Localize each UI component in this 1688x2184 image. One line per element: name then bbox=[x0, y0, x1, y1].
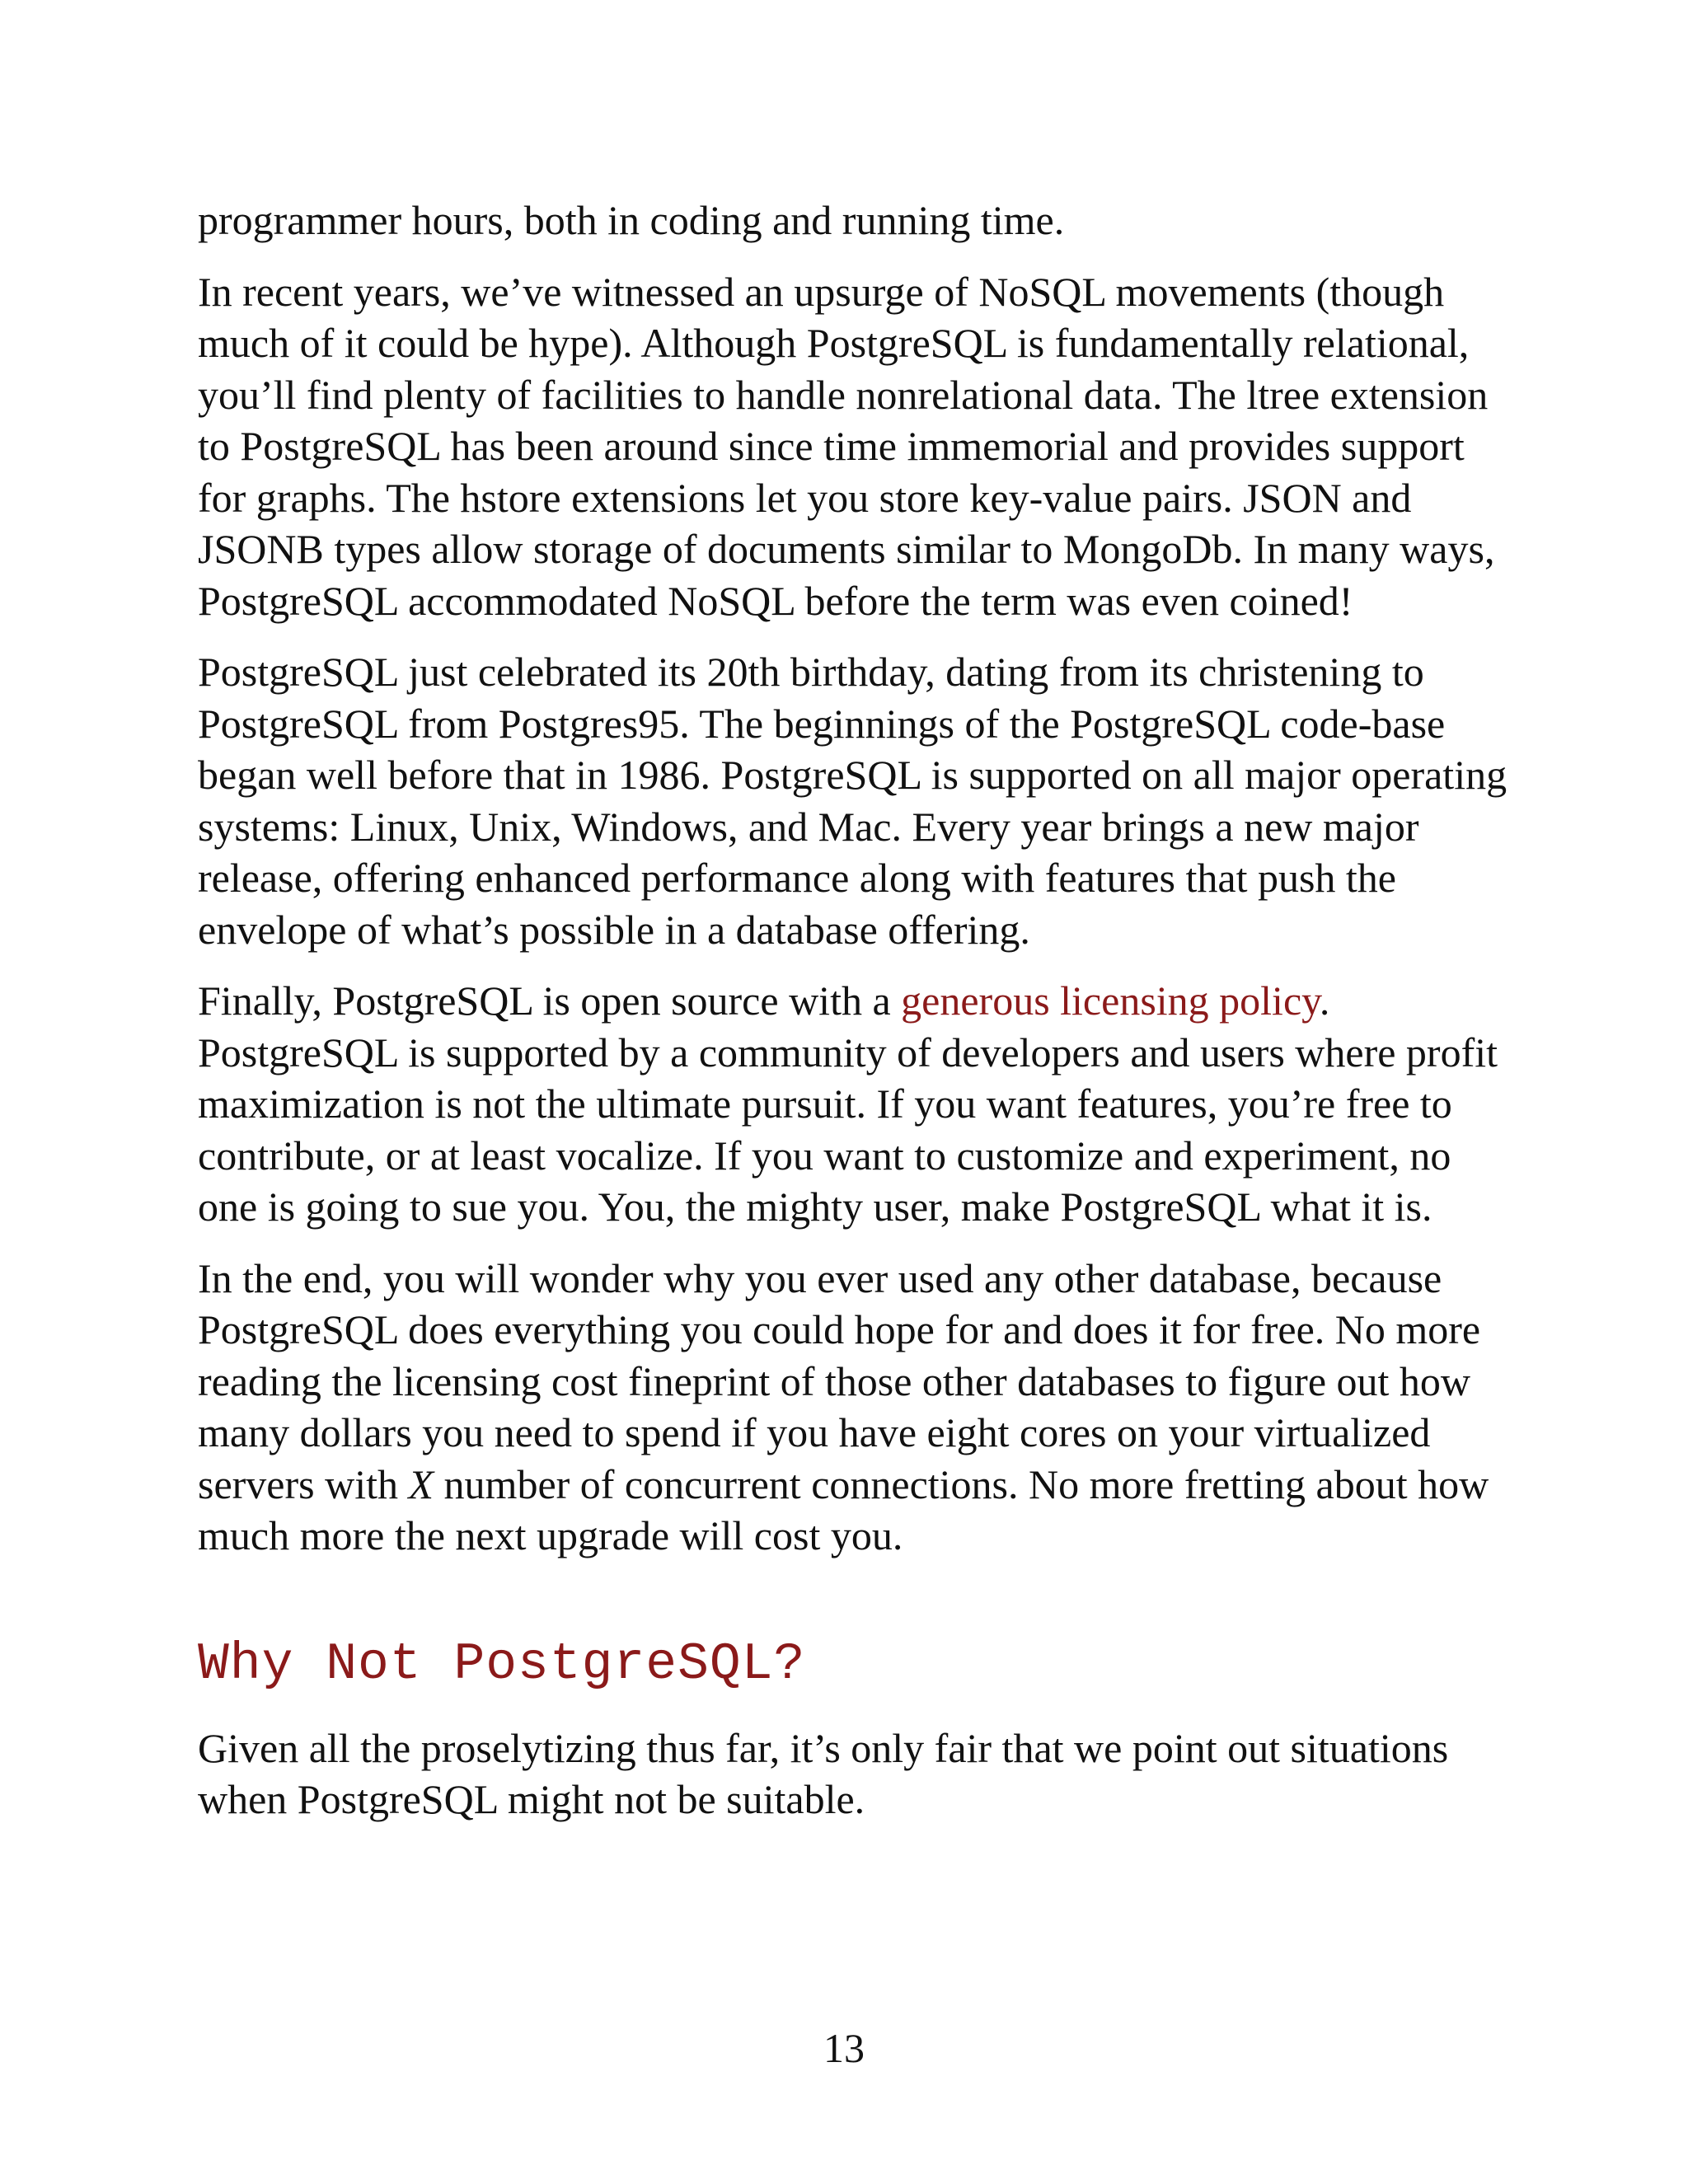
paragraph-continuation: programmer hours, both in coding and running time. bbox=[198, 197, 1065, 243]
page-content bbox=[198, 194, 1517, 1845]
paragraph-open-source bbox=[198, 975, 1517, 1233]
section-heading: Why Not PostgreSQL? bbox=[198, 1634, 806, 1694]
paragraph-conclusion bbox=[198, 1253, 1517, 1562]
paragraph-conclusion-lead: In the end, you will wonder why you ever used any other database, because PostgreSQL does everything you could hope for and does it for free. No more reading the licensing cost fineprint of those other databases to figure out how many dollars you need to spend if you have eight cores on your virtualized servers with bbox=[198, 1254, 1481, 1507]
paragraph-history: PostgreSQL just celebrated its 20th birthday, dating from its christening to PostgreSQL from Postgres95. The beginnings of the PostgreSQL code-base began well before that in 1986. PostgreSQL is supported on all major operating systems: Linux, Unix, Windows, and Mac. Every year brings a new major release, offering enhanced performance along with features that push the envelope of what’s possible in a database offering. bbox=[198, 649, 1507, 953]
paragraph-open-source-lead: Finally, PostgreSQL is open source with a bbox=[198, 977, 902, 1024]
paragraph-conclusion-rest: number of concurrent connections. No more fretting about how much more the next upgrade will cost you. bbox=[198, 1460, 1489, 1558]
licensing-policy-link[interactable]: generous licensing policy bbox=[901, 977, 1320, 1024]
paragraph-open-source-rest: . PostgreSQL is supported by a community of developers and users where profit maximization is not the ultimate pursuit. If you want features, you’re free to contribute, or at least vocalize. If you want to customize and experiment, no one is going to sue you. You, the mighty user, make PostgreSQL what it is. bbox=[198, 977, 1498, 1230]
paragraph-why-not: Given all the proselytizing thus far, it’s only fair that we point out situations when PostgreSQL might not be suitable. bbox=[198, 1724, 1449, 1822]
page-number: 13 bbox=[823, 2025, 865, 2071]
paragraph-nosql: In recent years, we’ve witnessed an upsurge of NoSQL movements (though much of it could be hype). Although PostgreSQL is fundamentally relational, you’ll find plenty of facilities to handle nonrelational data. The ltree extension to PostgreSQL has been around since time immemorial and provides support for graphs. The hstore extensions let you store key-value pairs. JSON and JSONB types allow storage of documents similar to MongoDb. In many ways, PostgreSQL accommodated NoSQL before the term was even coined! bbox=[198, 268, 1495, 624]
variable-x: X bbox=[408, 1460, 434, 1507]
